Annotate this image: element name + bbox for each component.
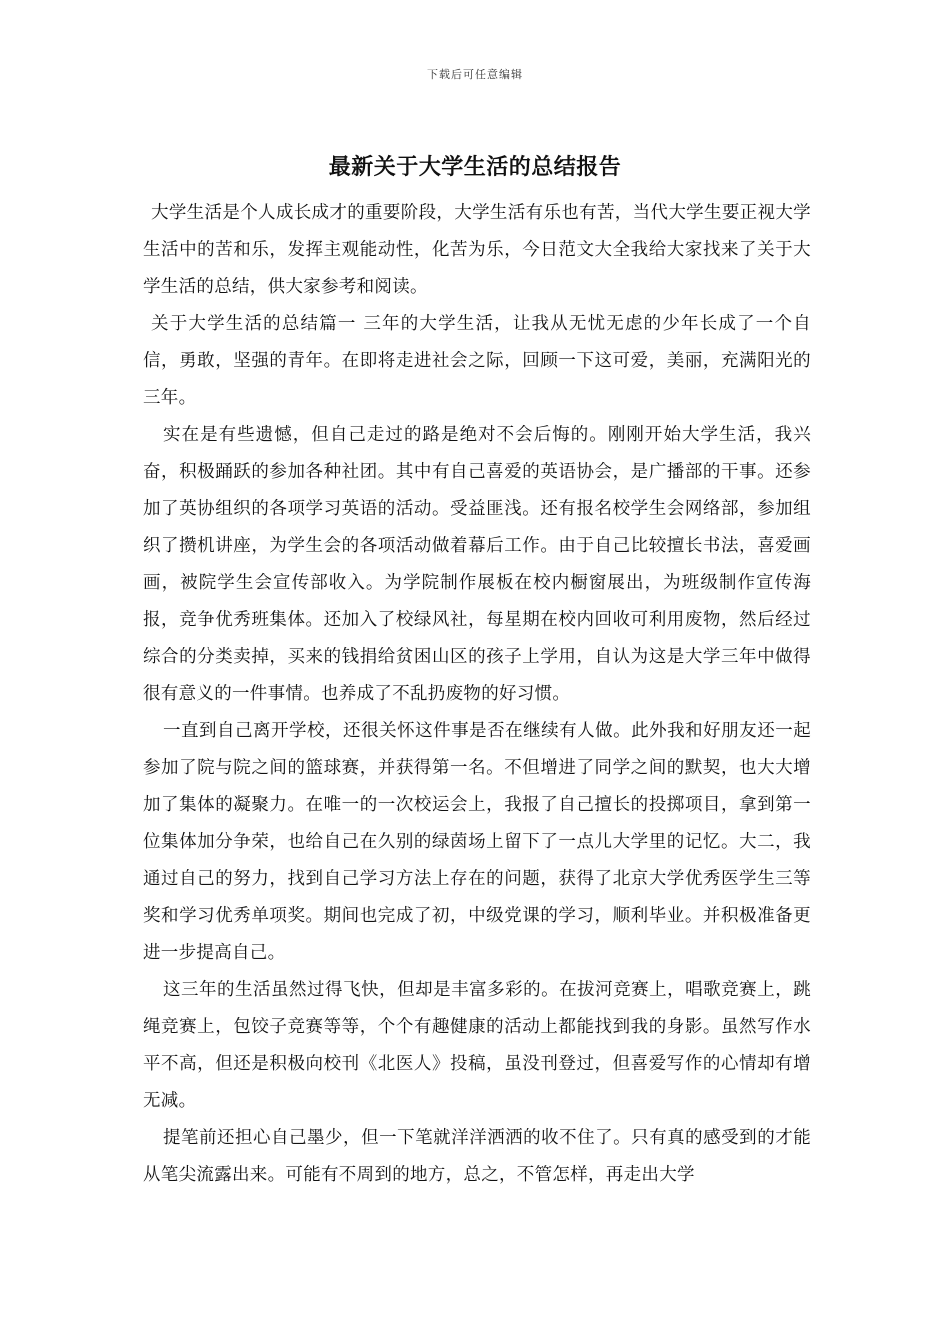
paragraph-summary-part-1: 关于大学生活的总结篇一 三年的大学生活，让我从无忧无虑的少年长成了一个自信，勇敢，坚强的青年。在即将走进社会之际，回顾一下这可爱，美丽，充满阳光的三年。 [143, 314, 811, 408]
paragraph-achievements: 一直到自己离开学校，还很关怀这件事是否在继续有人做。此外我和好朋友还一起参加了院与院之间的篮球赛，并获得第一名。不但增进了同学之间的默契，也大大增加了集体的凝聚力。在唯一的一次校运会上，我报了自己擅长的投掷项目，拿到第一位集体加分争荣，也给自己在久别的绿茵场上留下了一点儿大学里的记忆。大二，我通过自己的努力，找到自己学习方法上存在的问题，获得了北京大学优秀医学生三等奖和学习优秀单项奖。期间也完成了初，中级党课的学习，顺利毕业。并积极准备更进一步提高自己。 [143, 721, 811, 963]
paragraph-closing: 提笔前还担心自己墨少，但一下笔就洋洋洒洒的收不住了。只有真的感受到的才能从笔尖流露出来。可能有不周到的地方，总之，不管怎样，再走出大学 [143, 1128, 811, 1185]
page-header-note: 下载后可任意编辑 [427, 68, 523, 81]
paragraph-intro: 大学生活是个人成长成才的重要阶段，大学生活有乐也有苦，当代大学生要正视大学生活中的苦和乐，发挥主观能动性，化苦为乐，今日范文大全我给大家找来了关于大学生活的总结，供大家参考和阅读。 [143, 203, 811, 297]
paragraph-life-variety: 这三年的生活虽然过得飞快，但却是丰富多彩的。在拔河竞赛上，唱歌竞赛上，跳绳竞赛上，包饺子竞赛等等，个个有趣健康的活动上都能找到我的身影。虽然写作水平不高，但还是积极向校刊《北医人》投稿，虽没刊登过，但喜爱写作的心情却有增无减。 [143, 980, 811, 1111]
document-title: 最新关于大学生活的总结报告 [328, 154, 622, 180]
document-body [143, 195, 811, 1194]
paragraph-activities: 实在是有些遗憾，但自己走过的路是绝对不会后悔的。刚刚开始大学生活，我兴奋，积极踊跃的参加各种社团。其中有自己喜爱的英语协会，是广播部的干事。还参加了英协组织的各项学习英语的活动。受益匪浅。还有报名校学生会网络部，参加组织了攒机讲座，为学生会的各项活动做着幕后工作。由于自己比较擅长书法，喜爱画画，被院学生会宣传部收入。为学院制作展板在校内橱窗展出，为班级制作宣传海报，竞争优秀班集体。还加入了校绿风社，每星期在校内回收可利用废物，然后经过综合的分类卖掉，买来的钱捐给贫困山区的孩子上学用，自认为这是大学三年中做得很有意义的一件事情。也养成了不乱扔废物的好习惯。 [143, 425, 811, 704]
